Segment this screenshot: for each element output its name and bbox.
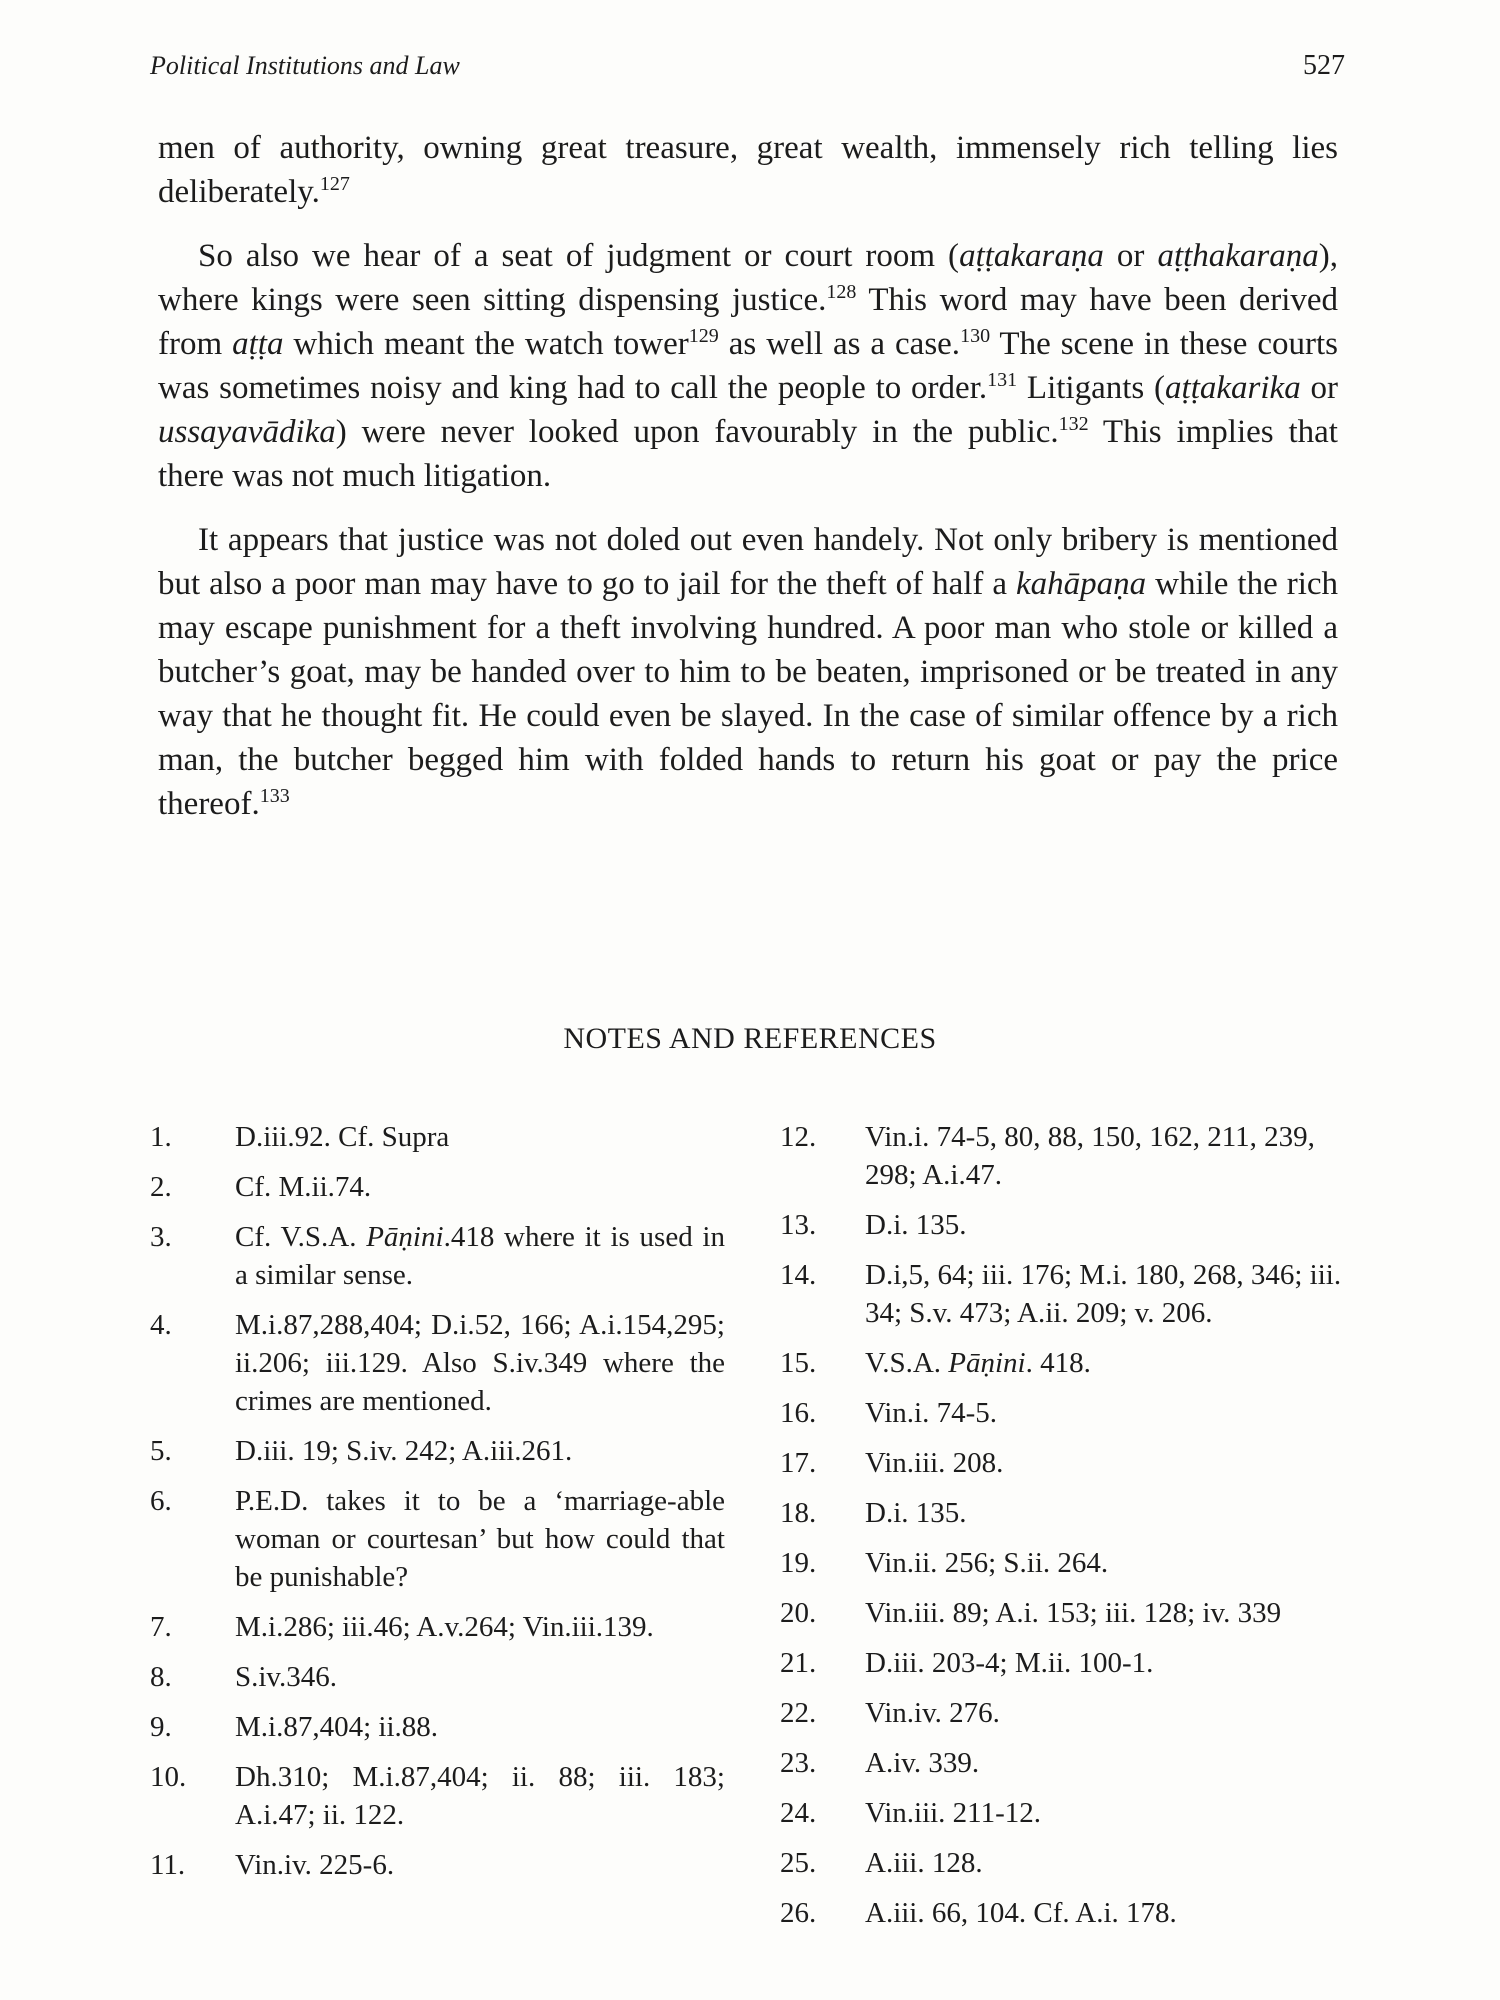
note-item bbox=[780, 1256, 1350, 1332]
note-text: Cf. M.ii.74. bbox=[235, 1171, 372, 1203]
note-item bbox=[150, 1482, 725, 1596]
p2-text-3: ), where kings were seen sitting dispensing justice. bbox=[158, 238, 1339, 318]
note-number: 20. bbox=[780, 1597, 817, 1629]
note-text: M.i.87,404; ii.88. bbox=[235, 1711, 439, 1743]
page-number: 527 bbox=[1303, 50, 1345, 81]
note-number: 23. bbox=[780, 1747, 817, 1779]
note-number: 13. bbox=[780, 1209, 817, 1241]
term-ussayavadika: ussayavādika bbox=[158, 414, 336, 450]
note-text: Vin.iv. 225-6. bbox=[235, 1849, 395, 1881]
note-text-italic: Pāṇini bbox=[948, 1347, 1026, 1379]
note-number: 1. bbox=[150, 1121, 172, 1153]
paragraph-1 bbox=[158, 126, 1338, 214]
note-item bbox=[150, 1168, 725, 1206]
note-text: M.i.286; iii.46; A.v.264; Vin.iii.139. bbox=[235, 1611, 654, 1643]
p2-text-9: or bbox=[1300, 370, 1338, 406]
note-item bbox=[150, 1846, 725, 1884]
paragraph-1-text: men of authority, owning great treasure, great wealth, immensely rich telling lies deliberately. bbox=[158, 130, 1338, 210]
note-item bbox=[780, 1444, 1350, 1482]
p2-text-5: which meant the watch tower bbox=[283, 326, 689, 362]
note-number: 7. bbox=[150, 1611, 172, 1643]
note-number: 6. bbox=[150, 1485, 172, 1517]
note-item bbox=[150, 1658, 725, 1696]
note-item bbox=[780, 1794, 1350, 1832]
p2-text-10: ) were never looked upon favourably in the public. bbox=[335, 414, 1059, 450]
note-text: D.i. 135. bbox=[865, 1497, 967, 1529]
footnote-ref-131: 131 bbox=[987, 369, 1018, 391]
note-number: 22. bbox=[780, 1697, 817, 1729]
note-number: 26. bbox=[780, 1897, 817, 1929]
note-item bbox=[780, 1694, 1350, 1732]
note-item bbox=[780, 1344, 1350, 1382]
footnote-ref-133: 133 bbox=[259, 785, 290, 807]
note-number: 16. bbox=[780, 1397, 817, 1429]
p2-text-8: Litigants ( bbox=[1017, 370, 1166, 406]
note-item bbox=[780, 1744, 1350, 1782]
footnote-ref-132: 132 bbox=[1058, 413, 1089, 435]
note-text: D.iii. 19; S.iv. 242; A.iii.261. bbox=[235, 1435, 573, 1467]
note-item bbox=[150, 1306, 725, 1420]
note-text: Vin.i. 74-5, 80, 88, 150, 162, 211, 239, 298; A.i.47. bbox=[865, 1121, 1315, 1191]
footnote-ref-128: 128 bbox=[826, 281, 857, 303]
note-text: Vin.iii. 89; A.i. 153; iii. 128; iv. 339 bbox=[865, 1597, 1282, 1629]
note-text-post: . 418. bbox=[1025, 1347, 1091, 1379]
note-text: Vin.iv. 276. bbox=[865, 1697, 1000, 1729]
note-item bbox=[150, 1218, 725, 1294]
term-kahapana: kahāpaṇa bbox=[1016, 566, 1147, 602]
term-atthakarana: aṭṭhakaraṇa bbox=[1157, 238, 1319, 274]
note-item bbox=[780, 1844, 1350, 1882]
note-text: M.i.87,288,404; D.i.52, 166; A.i.154,295; ii.206; iii.129. Also S.iv.349 where the crimes are mentioned. bbox=[235, 1309, 725, 1417]
note-text: P.E.D. takes it to be a ‘marriage-able woman or courtesan’ but how could that be punishable? bbox=[235, 1485, 725, 1593]
note-item bbox=[150, 1608, 725, 1646]
p2-text-4: This word may have been derived from bbox=[158, 282, 1339, 362]
note-item bbox=[780, 1594, 1350, 1632]
notes-left-column bbox=[150, 1118, 725, 1896]
p2-text-7: The scene in these courts was sometimes noisy and king had to call the people to order. bbox=[158, 326, 1338, 406]
note-number: 3. bbox=[150, 1221, 172, 1253]
paragraph-3 bbox=[158, 518, 1338, 826]
footnote-ref-127: 127 bbox=[319, 173, 350, 195]
note-number: 10. bbox=[150, 1761, 187, 1793]
note-number: 25. bbox=[780, 1847, 817, 1879]
paragraph-2 bbox=[158, 234, 1338, 498]
note-text: A.iii. 128. bbox=[865, 1847, 983, 1879]
notes-right-column bbox=[780, 1118, 1350, 1944]
note-item bbox=[150, 1118, 725, 1156]
note-text: Vin.ii. 256; S.ii. 264. bbox=[865, 1547, 1109, 1579]
note-item bbox=[780, 1894, 1350, 1932]
note-text: A.iii. 66, 104. Cf. A.i. 178. bbox=[865, 1897, 1177, 1929]
p3-text-1: It appears that justice was not doled out even handely. Not only bribery is mentioned but also a poor man may have to go to jail for the theft of half a bbox=[158, 522, 1338, 602]
note-text: D.iii.92. Cf. Supra bbox=[235, 1121, 450, 1153]
p2-text-11: This implies that there was not much litigation. bbox=[158, 414, 1338, 494]
note-number: 17. bbox=[780, 1447, 817, 1479]
note-item bbox=[780, 1644, 1350, 1682]
note-number: 24. bbox=[780, 1797, 817, 1829]
notes-heading: NOTES AND REFERENCES bbox=[563, 1022, 937, 1055]
note-item bbox=[780, 1494, 1350, 1532]
note-number: 5. bbox=[150, 1435, 172, 1467]
note-number: 8. bbox=[150, 1661, 172, 1693]
note-text: D.i. 135. bbox=[865, 1209, 967, 1241]
note-text bbox=[865, 1344, 1350, 1382]
note-text bbox=[235, 1218, 725, 1294]
page-header bbox=[150, 50, 1345, 82]
note-item bbox=[780, 1394, 1350, 1432]
note-text: D.iii. 203-4; M.ii. 100-1. bbox=[865, 1647, 1154, 1679]
note-number: 11. bbox=[150, 1849, 186, 1881]
note-text: Vin.iii. 211-12. bbox=[865, 1797, 1042, 1829]
note-number: 4. bbox=[150, 1309, 172, 1341]
footnote-ref-129: 129 bbox=[688, 325, 719, 347]
note-item bbox=[780, 1544, 1350, 1582]
note-text: D.i,5, 64; iii. 176; M.i. 180, 268, 346; iii. 34; S.v. 473; A.ii. 209; v. 206. bbox=[865, 1259, 1342, 1329]
body-text bbox=[158, 126, 1338, 846]
note-text-pre: V.S.A. bbox=[865, 1347, 949, 1379]
note-number: 9. bbox=[150, 1711, 172, 1743]
term-attakarana: aṭṭakaraṇa bbox=[959, 238, 1104, 274]
note-number: 2. bbox=[150, 1171, 172, 1203]
p2-text-1: So also we hear of a seat of judgment or court room ( bbox=[198, 238, 960, 274]
p2-text-6: as well as a case. bbox=[718, 326, 961, 362]
footnote-ref-130: 130 bbox=[960, 325, 991, 347]
note-item bbox=[150, 1432, 725, 1470]
p3-text-2: while the rich may escape punishment for a theft involving hundred. A poor man who stole or killed a butcher’s goat, may be handed over to him to be beaten, imprisoned or be treated in any way that he thought fit. He could even be slayed. In the case of similar offence by a rich man, the butcher begged him with folded hands to return his goat or pay the price thereof. bbox=[158, 566, 1339, 822]
term-attakarika: aṭṭakarika bbox=[1165, 370, 1301, 406]
note-text: Dh.310; M.i.87,404; ii. 88; iii. 183; A.i.47; ii. 122. bbox=[235, 1761, 725, 1831]
p2-text-2: or bbox=[1103, 238, 1158, 274]
note-text-post: .418 where it is used in a similar sense. bbox=[235, 1221, 725, 1291]
note-item bbox=[150, 1758, 725, 1834]
note-text: S.iv.346. bbox=[235, 1661, 338, 1693]
note-text: Vin.iii. 208. bbox=[865, 1447, 1004, 1479]
note-text-pre: Cf. V.S.A. bbox=[235, 1221, 367, 1253]
note-number: 19. bbox=[780, 1547, 817, 1579]
note-number: 21. bbox=[780, 1647, 817, 1679]
note-number: 15. bbox=[780, 1347, 817, 1379]
note-number: 14. bbox=[780, 1259, 817, 1291]
note-number: 18. bbox=[780, 1497, 817, 1529]
note-item bbox=[780, 1118, 1350, 1194]
note-item bbox=[150, 1708, 725, 1746]
note-item bbox=[780, 1206, 1350, 1244]
running-title: Political Institutions and Law bbox=[150, 51, 460, 80]
note-text: Vin.i. 74-5. bbox=[865, 1397, 997, 1429]
note-text: A.iv. 339. bbox=[865, 1747, 980, 1779]
note-text-italic: Pāṇini bbox=[366, 1221, 444, 1253]
term-atta: aṭṭa bbox=[232, 326, 284, 362]
note-number: 12. bbox=[780, 1121, 817, 1153]
